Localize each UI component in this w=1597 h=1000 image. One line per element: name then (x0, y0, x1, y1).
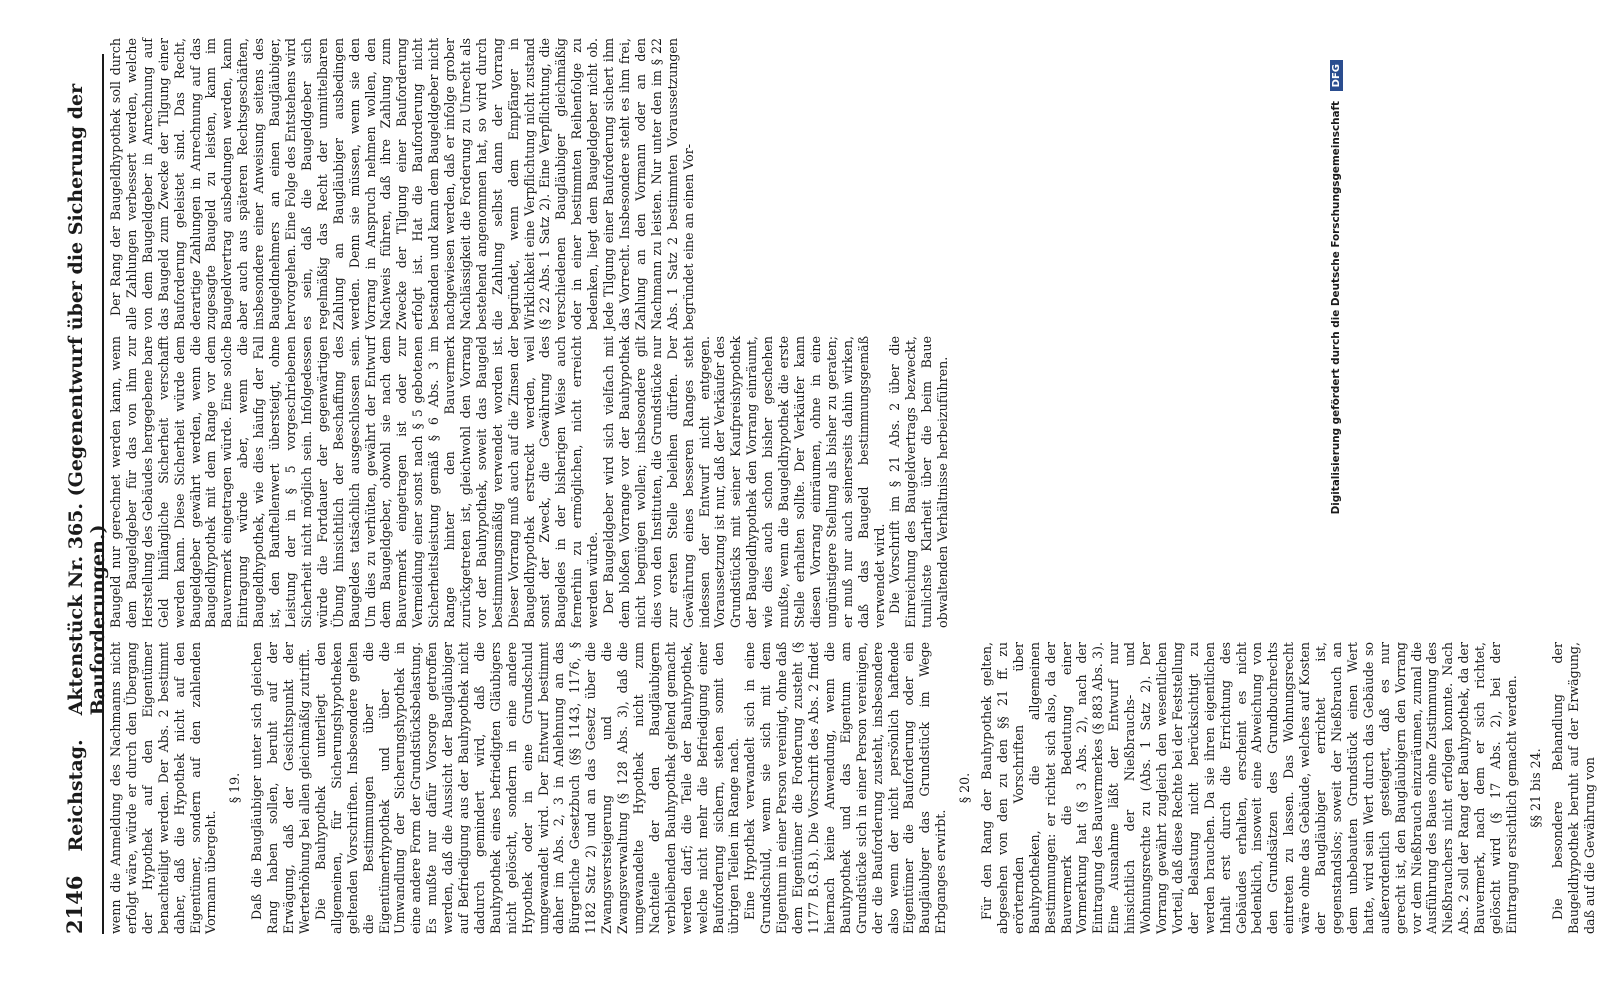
paragraph: Daß die Baugläubiger unter sich gleichen Rang haben sollen, beruht auf der Erwägung, daß der Gesichtspunkt der Werterhöhung bei allen gleichmäßig zutrifft. (249, 642, 312, 934)
text-column-2 (108, 336, 1358, 628)
page-header (62, 54, 109, 934)
paragraph: Baugeld nur gerechnet werden kann, wenn dem Baugeldgeber für das von ihm zur Herstellung des Gebäudes hergegebene bare Geld hinlängliche Sicherheit verschafft werden kann. Diese Sicherheit würde dem Baugeldgeber gewährt werden, wenn die Baugeldhypothek mit dem Range vor dem Bauvermerk eingetragen würde. Eine solche Eintragung würde aber, wenn die Baugeldhypothek, wie dies häufig der Fall ist, den Bauftellenwert übersteigt, ohne Leistung der in § 5 vorgeschriebenen Sicherheit nicht möglich sein. Infolgedessen würde die Fortdauer der gegenwärtigen Übung hinsichtlich der Beschaffung des Baugeldes tatsächlich ausgeschlossen sein. Um dies zu verhüten, gewährt der Entwurf dem Baugeldgeber, obwohl sie nach dem Bauvermerk eingetragen ist oder zur Vermeidung einer sonst nach § 5 gebotenen Sicherheitsleistung gemäß § 6 Abs. 3 im Range hinter den Bauvermerk zurückgetreten ist, gleichwohl den Vorrang vor der Bauhypothek, soweit das Baugeld bestimmungsmäßig verwendet worden ist. Dieser Vorrang muß auch auf die Zinsen der Baugeldhypothek erstreckt werden, weil sonst der Zweck, die Gewährung des Baugeldes in der bisherigen Weise auch fernerhin zu ermöglichen, nicht erreicht werden würde. (108, 336, 601, 628)
paragraph: wenn die Anmeldung des Nachmanns nicht erfolgt wäre, würde er durch den Übergang der Hypothek auf den Eigentümer benachteiligt werden. Der Abs. 2 bestimmt daher, daß die Hypothek nicht auf den Eigentümer, sondern auf den zahlenden Vormann übergeht. (108, 642, 219, 934)
page-title: Aktenstück Nr. 365. (Gegenentwurf über die Sicherung der Bauforderungen.) (65, 83, 109, 716)
section-heading: § 19. (227, 772, 243, 804)
paragraph: Für den Rang der Bauhypothek gelten, abgesehen von den zu den §§ 21 ff. zu erörternden Vorschriften über Bauhypotheken, die allgemeinen Bestimmungen: er richtet sich also, da der Bauvermerk die Bedeutung einer Vormerkung hat (§ 3 Abs. 2), nach der Eintragung des Bauvermerkes (§ 883 Abs. 3). Eine Ausnahme läßt der Entwurf nur hinsichtlich der Nießbrauchs- und Wohnungsrechte zu (Abs. 1 Satz 2). Der Vorrang gewährt zugleich den wesentlichen Vorteil, daß diese Rechte bei der Feststellung der Belastung nicht berücksichtigt zu werden brauchen. Da sie ihren eigentlichen Inhalt erst durch die Errichtung des Gebäudes erhalten, erscheint es nicht bedenklich, insoweit eine Abweichung von den Grundsätzen des Grundbuchrechts eintreten zu lassen. Das Wohnungsrecht wäre ohne das Gebäude, welches auf Kosten der Baugläubiger errichtet ist, gegenstandslos; soweit der Nießbrauch an dem unbebauten Grundstück einen Wert hatte, wird sein Wert durch das Gebäude so außerordentlich gesteigert, daß es nur gerecht ist, den Baugläubigern den Vorrang vor dem Nießbrauch einzuräumen, zumal die Ausführung des Baues ohne Zustimmung des Nießbrauchers nicht erfolgen konnte. Nach Abs. 2 soll der Rang der Bauhypothek, da der Bauvermerk, nach dem er sich richtet, gelöscht wird (§ 17 Abs. 2), bei der Eintragung ersichtlich gemacht werden. (979, 642, 1519, 934)
paragraph: Eine Hypothek verwandelt sich in eine Grundschuld, wenn sie sich mit dem Eigentum in einer Person vereinigt, ohne daß dem Eigentümer die Forderung zusteht (§ 1177 B.G.B.). Die Vorschrift des Abs. 2 findet hiernach keine Anwendung, wenn die Bauhypothek und das Eigentum am Grundstücke sich in einer Person vereinigen, der die Bauforderung zusteht, insbesondere also wenn der nicht persönlich haftende Eigentümer die Bauforderung oder ein Baugläubiger das Grundstück im Wege Erbganges erwirbt. (742, 642, 949, 934)
publication-name: Reichstag. (65, 739, 87, 852)
section-heading: § 20. (957, 772, 973, 804)
paragraph: Die Bauhypothek unterliegt den allgemeinen, für Sicherungshypotheken geltenden Vorschriften. Insbesondere gelten die Bestimmungen über die Eigentümerhypothek und über die Umwandlung der Sicherungshypothek in eine andere Form der Grundstücksbelastung. Es mußte nur dafür Vorsorge getroffen werden, daß die Aussicht der Baugläubiger auf Befriedigung aus der Bauhypothek nicht dadurch gemindert wird, daß die Bauhypothek eines befriedigten Gläubigers nicht gelöscht, sondern in eine andere Hypothek oder in eine Grundschuld umgewandelt wird. Der Entwurf bestimmt daher im Abs. 2, 3 in Anlehnung an das Bürgerliche Gesetzbuch (§§ 1143, 1176, § 1182 Satz 2) und an das Gesetz über die Zwangsversteigerung und die Zwangsverwaltung (§ 128 Abs. 3), daß die umgewandelte Hypothek nicht zum Nachteile der den Baugläubigern verbleibenden Bauhypothek geltend gemacht werden darf; die Teile der Bauhypothek, welche nicht mehr die Befriedigung einer Bauforderung sichern, stehen somit den übrigen Teilen im Range nach. (312, 642, 742, 934)
dfg-logo: DFG (1330, 60, 1343, 91)
paragraph: Die besondere Behandlung der Baugeldhypothek beruht auf der Erwägung, daß auf die Gewährung von (1549, 642, 1597, 934)
paragraph: Der Baugeldgeber wird sich vielfach mit dem bloßen Vorrange vor der Bauhypothek nicht begnügen wollen; insbesondere gilt dies von den Instituten, die Grundstücke nur zur ersten Stelle beleihen dürfen. Der Gewährung eines besseren Ranges steht indessen der Entwurf nicht entgegen. Voraussetzung ist nur, daß der Verkäufer des Grundstücks mit seiner Kaufpreishypothek der Baugeldhypothek den Vorrang einräumt, wie dies auch schon bisher geschehen mußte, wenn die Baugeldhypothek die erste Stelle erhalten sollte. Der Verkäufer kann diesen Vorrang einräumen, ohne in eine ungünstigere Stellung als bisher zu geraten; er muß nur auch seinerseits dahin wirken, daß das Baugeld bestimmungsgemäß verwendet wird. (601, 336, 887, 628)
text-column-1 (108, 642, 1597, 934)
paragraph: Die Vorschrift im § 21 Abs. 2 über die Einreichung des Baugeldvertrags bezweckt, tunlichste Klarheit über die beim Baue obwaltenden Verhältnisse herbeizuführen. (887, 336, 951, 628)
paragraph: Der Rang der Baugeldhypothek soll durch alle Zahlungen verbessert werden, welche von dem Baugeldgeber in Anrechnung auf das Baugeld zum Zwecke der Tilgung einer Bauforderung geleistet sind. Das Recht, derartige Zahlungen in Anrechnung auf das zugesagte Baugeld zu leisten, kann im Baugeldvertrag ausbedungen werden, kann aber auch aus späteren Rechtsgeschäften, insbesondere einer Anweisung seitens des Baugeldnehmers an einen Baugläubiger, hervorgehen. Eine Folge des Entstehens wird es sein, daß die Baugeldgeber sich regelmäßig das Recht der unmittelbaren Zahlung an Baugläubiger ausbedingen werden. Denn sie müssen, wenn sie den Vorrang in Anspruch nehmen wollen, den Nachweis führen, daß ihre Zahlung zum Zwecke der Tilgung einer Bauforderung erfolgt ist. Hat die Bauforderung nicht bestanden und kann dem Baugeldgeber nicht nachgewiesen werden, daß er infolge grober Nachlässigkeit die Forderung zu Unrecht als bestehend angenommen hat, so wird durch die Zahlung selbst dann der Vorrang begründet, wenn dem Empfänger in Wirklichkeit eine Verpflichtung nicht zustand (§ 22 Abs. 1 Satz 2). Eine Verpflichtung, die verschiedenen Baugläubiger gleichmäßig oder in einer bestimmten Reihenfolge zu bedenken, liegt dem Baugeldgeber nicht ob. Jede Tilgung einer Bauforderung sichert ihm das Vorrecht. Insbesondere steht es ihm frei, Zahlung an den Vormann oder an den Nachmann zu leisten. Nur unter den im § 22 Abs. 1 Satz 2 bestimmten Voraussetzungen begründet eine an einen Vor- (108, 38, 696, 330)
digitization-credit (1330, 60, 1343, 880)
page-number: 2146 (62, 875, 87, 934)
section-heading: §§ 21 bis 24. (1527, 748, 1543, 828)
credit-text: Digitalisierung gefördert durch die Deutsche Forschungsgemeinschaft (1330, 100, 1342, 515)
text-column-3 (108, 38, 1358, 330)
